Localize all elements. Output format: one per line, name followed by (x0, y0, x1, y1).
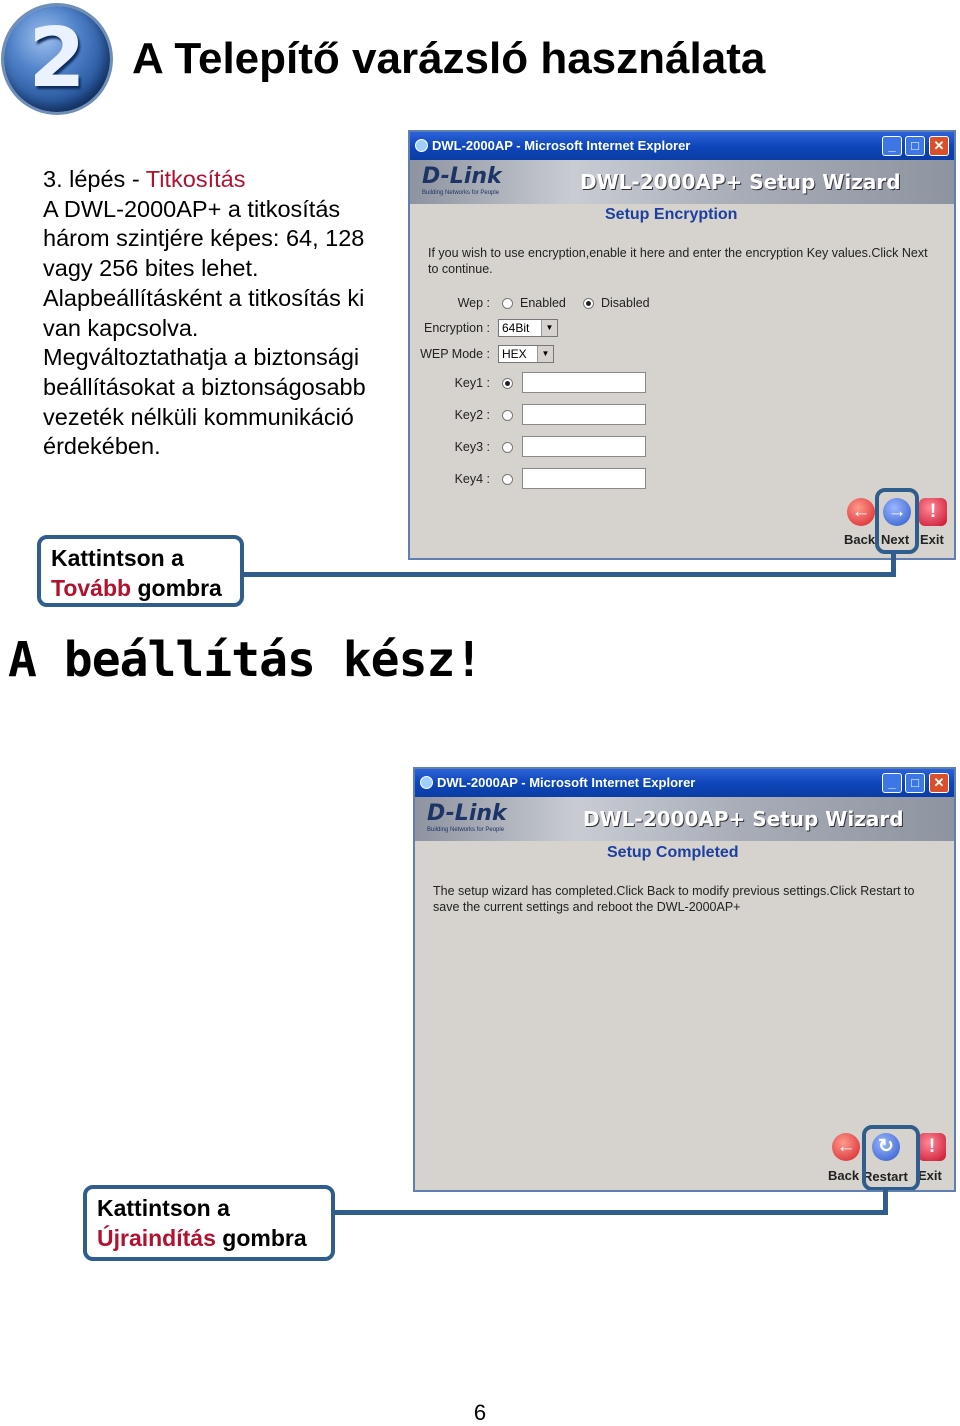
minimize-button[interactable]: _ (882, 773, 902, 793)
exit-button-label: Exit (920, 532, 944, 547)
step-number: 2 (28, 11, 86, 106)
key4-radio[interactable] (502, 474, 513, 485)
ie-icon (420, 776, 433, 789)
restart-highlight (862, 1125, 920, 1191)
restart-icon[interactable]: ↻ (872, 1133, 900, 1161)
back-button-label: Back (844, 532, 876, 547)
key1-input[interactable] (522, 372, 646, 393)
callout-next (37, 535, 244, 607)
chevron-down-icon: ▼ (537, 346, 553, 362)
maximize-button[interactable]: □ (905, 136, 925, 156)
wizard-title: DWL-2000AP+ Setup Wizard (583, 807, 904, 831)
wep-disabled-radio[interactable] (583, 298, 594, 309)
dlink-banner (415, 797, 954, 841)
encryption-value: 64Bit (502, 321, 530, 335)
key4-input[interactable] (522, 468, 646, 489)
key4-label: Key4 : (454, 472, 490, 486)
callout-text: Kattintson a (97, 1195, 230, 1221)
chevron-down-icon: ▼ (541, 320, 557, 336)
wep-enabled-radio[interactable] (502, 298, 513, 309)
dlink-tagline: Building Networks for People (427, 827, 505, 833)
key2-label: Key2 : (454, 408, 490, 422)
callout-highlight: Újraindítás (97, 1225, 216, 1251)
key1-label: Key1 : (454, 376, 490, 390)
key1-radio[interactable] (502, 378, 513, 389)
section-heading: A beállítás kész! (8, 632, 483, 688)
instruction-message: If you wish to use encryption,enable it here and enter the encryption Key values.Click Next to continue. (428, 246, 928, 276)
callout-text: gombra (131, 575, 222, 601)
wep-mode-value: HEX (502, 347, 527, 361)
window-titlebar (410, 132, 954, 160)
browser-window-encryption (408, 130, 956, 560)
section-title: Setup Encryption (605, 206, 738, 223)
page-title: A Telepítő varázsló használata (132, 34, 766, 83)
wep-label: Wep : (457, 296, 490, 310)
window-title: DWL-2000AP - Microsoft Internet Explorer (432, 138, 691, 153)
wep-mode-select[interactable] (498, 345, 554, 363)
wep-enabled-label: Enabled (520, 296, 566, 310)
browser-window-completed (413, 767, 956, 1192)
back-arrow-icon[interactable]: ← (847, 498, 875, 526)
step-description (43, 165, 383, 462)
maximize-button[interactable]: □ (905, 773, 925, 793)
exit-button-label: Exit (918, 1168, 942, 1183)
ie-icon (415, 139, 428, 152)
next-arrow-icon[interactable]: → (883, 498, 911, 526)
dlink-banner (410, 160, 954, 204)
minimize-button[interactable]: _ (882, 136, 902, 156)
window-titlebar (415, 769, 954, 797)
close-button[interactable]: ✕ (929, 773, 949, 793)
encryption-label: Encryption : (423, 321, 490, 335)
section-title: Setup Completed (607, 844, 739, 861)
exit-icon[interactable]: ! (919, 498, 947, 526)
encryption-select[interactable] (498, 319, 558, 337)
step-prefix: 3. lépés - (43, 166, 146, 192)
dlink-logo: D-Link (427, 801, 507, 826)
callout-connector-line (891, 552, 896, 576)
completion-message: The setup wizard has completed.Click Back to modify previous settings.Click Restart to save the current settings and reboot the DWL-2000AP+ (433, 884, 915, 914)
wep-disabled-label: Disabled (601, 296, 650, 310)
step-number-badge (4, 6, 110, 112)
wizard-title: DWL-2000AP+ Setup Wizard (580, 170, 901, 194)
next-highlight (875, 488, 919, 554)
close-button[interactable]: ✕ (929, 136, 949, 156)
wep-mode-label: WEP Mode : (420, 347, 490, 361)
key3-input[interactable] (522, 436, 646, 457)
window-title: DWL-2000AP - Microsoft Internet Explorer (437, 775, 696, 790)
dlink-logo: D-Link (422, 164, 502, 189)
step-title: Titkosítás (145, 166, 246, 192)
callout-text: Kattintson a (51, 545, 184, 571)
callout-text: gombra (215, 1225, 307, 1251)
step-body: A DWL-2000AP+ a titkosítás három szintjére képes: 64, 128 vagy 256 bites lehet. Alapbeállításként a titkosítás ki van kapcsolva. Megváltoztathatja a biztonsági beállításokat a biztonságosabb vezeték nélküli kommunikáció érdekében. (43, 195, 366, 460)
back-button-label: Back (828, 1168, 860, 1183)
exit-icon[interactable]: ! (918, 1133, 946, 1161)
dlink-tagline: Building Networks for People (422, 190, 500, 196)
callout-highlight: Tovább (51, 575, 132, 601)
restart-button-label: Restart (863, 1169, 908, 1184)
callout-connector-line (332, 1210, 888, 1215)
callout-connector-line (240, 572, 896, 577)
page-number: 6 (473, 1400, 487, 1425)
callout-connector-line (883, 1189, 888, 1214)
callout-restart (83, 1185, 335, 1261)
key3-radio[interactable] (502, 442, 513, 453)
key3-label: Key3 : (454, 440, 490, 454)
key2-radio[interactable] (502, 410, 513, 421)
next-button-label: Next (881, 532, 910, 547)
key2-input[interactable] (522, 404, 646, 425)
back-arrow-icon[interactable]: ← (832, 1133, 860, 1161)
